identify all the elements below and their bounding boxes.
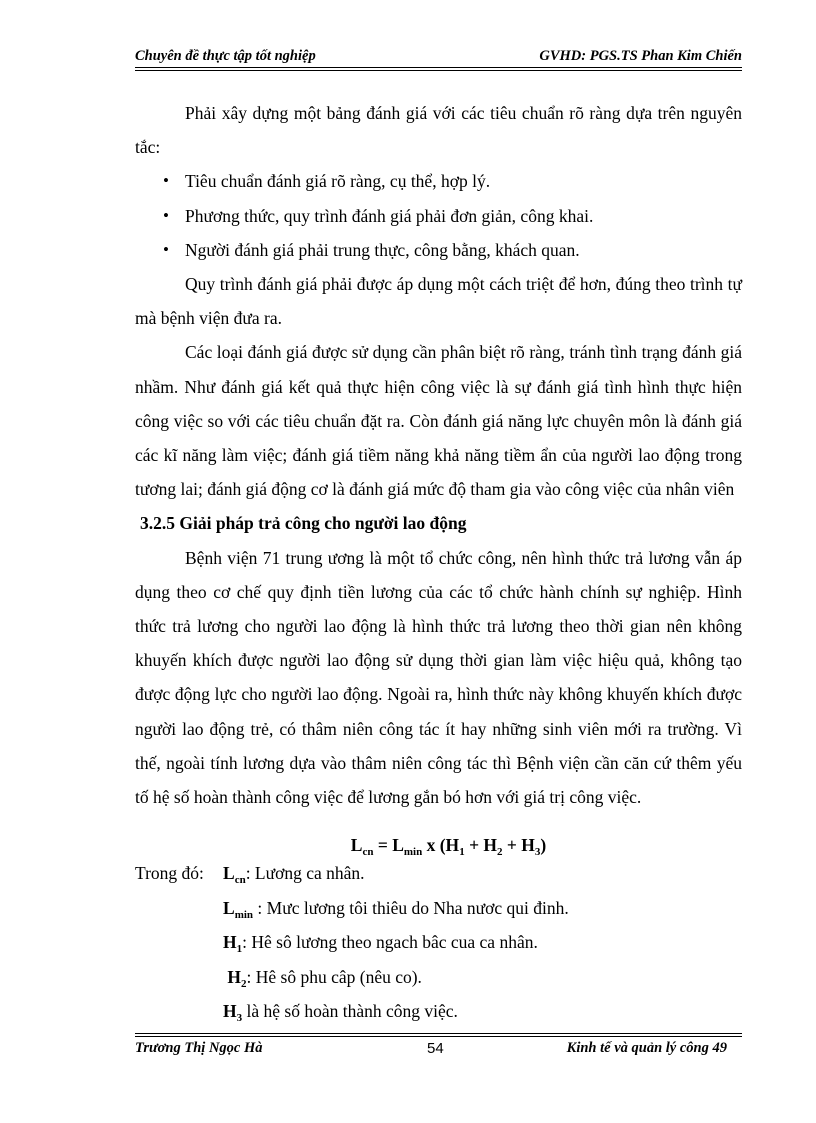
formula-definitions [135,856,742,1029]
header-rule-thin [135,70,742,71]
list-item: • Người đánh giá phải trung thực, công bằng, khách quan. [135,233,742,267]
definition-row: $H_3$ là hệ số hoàn thành công việc. [223,1001,458,1025]
definition-row: $H_1$: Hê sô lương theo ngach bâc cua ca nhân. [223,932,538,956]
intro-paragraph: Phải xây dựng một bảng đánh giá với các tiêu chuẩn rõ ràng dựa trên nguyên tắc: [135,103,742,158]
paragraph-salary: Bệnh viện 71 trung ương là một tổ chức công, nên hình thức trả lương vẫn áp dụng theo cơ chế quy định tiền lương của các tổ chức hành chính sự nghiệp. Hình thức trả lương cho người lao động là hình thức trả lương theo thời gian nên không khuyến khích được người lao động sử dụng thời gian làm việc hiệu quả, không tạo được động lực cho người lao động. Ngoài ra, hình thức này không khuyến khích được người lao động trẻ, có thâm niên công tác ít hay những sinh viên mới ra trường. Vì thế, ngoài tính lương dựa vào thâm niên công tác thì Bệnh viện cần căn cứ thêm yếu tố hệ số hoàn thành công việc để lương gắn bó hơn với giá trị công việc. [135,547,742,808]
definition-row: $L_{min}$ : Mưc lương tôi thiêu do Nha nươc qui đinh. [223,897,569,921]
page-body [135,96,742,1029]
page-number: 54 [427,1040,444,1057]
footer-rule-thick [135,1036,742,1037]
footer-rule-thin [135,1033,742,1034]
header-left-text: Chuyên đề thực tập tốt nghiệp [135,48,316,64]
header-right-text: GVHD: PGS.TS Phan Kim Chiến [539,48,742,64]
section-heading: 3.2.5 Giải pháp trả công cho người lao động [140,513,467,534]
salary-formula: $L_{cn} = L_{min}$ x $(H_1 + H_2 + H_3)$ [350,835,547,859]
page-footer [135,1040,742,1060]
footer-class: Kinh tế và quản lý công 49 [566,1040,727,1056]
paragraph-process: Quy trình đánh giá phải được áp dụng một cách triệt để hơn, đúng theo trình tự mà bệnh viện đưa ra. [135,274,742,329]
page-header [135,48,742,68]
criteria-list [135,164,742,267]
definitions-lead: Trong đó: [135,863,204,884]
footer-author: Trương Thị Ngọc Hà [135,1040,263,1056]
definition-row: Trong $đó:L_{cn}$: Lương ca nhân. [135,856,742,891]
list-item: • Tiêu chuẩn đánh giá rõ ràng, cụ thể, hợp lý. [135,164,742,198]
header-rule-thick [135,67,742,68]
paragraph-evaluation-types: Các loại đánh giá được sử dụng cần phân biệt rõ ràng, tránh tình trạng đánh giá nhầm. Như đánh giá kết quả thực hiện công việc là sự đánh giá tình hình thực hiện công việc so với các tiêu chuẩn đặt ra. Còn đánh giá năng lực chuyên môn là đánh giá các kĩ năng làm việc; đánh giá tiềm năng khả năng tiềm ẩn của người lao động trong tương lai; đánh giá động cơ là đánh giá mức độ tham gia vào công việc của nhân viên [135,342,742,500]
definition-row: $H_2$: Hê sô phu câp (nêu co). [227,966,422,990]
list-item: • Phương thức, quy trình đánh giá phải đơn giản, công khai. [135,199,742,233]
